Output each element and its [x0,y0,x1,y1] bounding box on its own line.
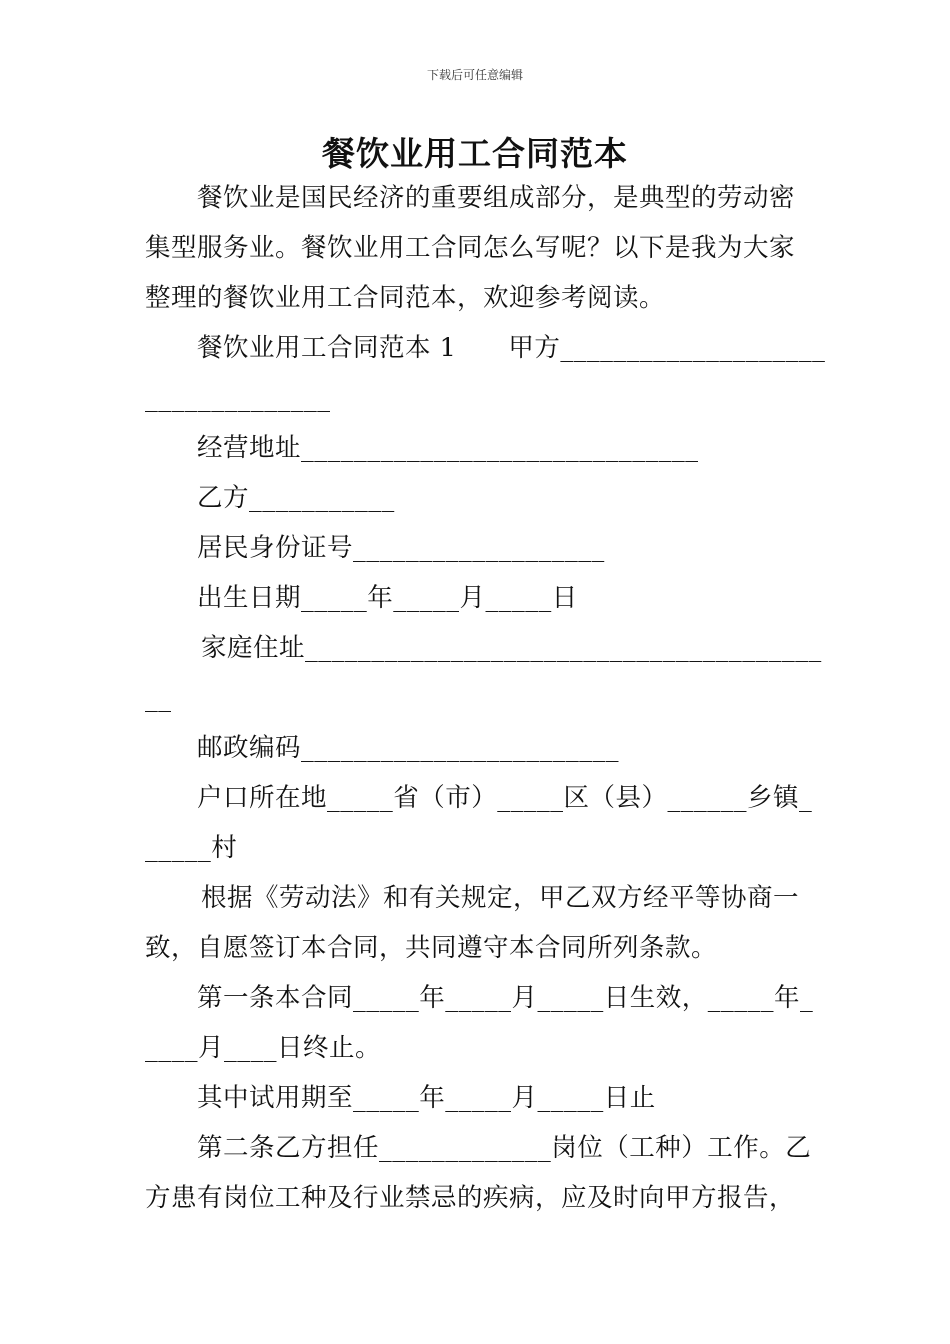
document-title: 餐饮业用工合同范本 [322,134,628,173]
paragraph-line: 集型服务业。餐饮业用工合同怎么写呢？以下是我为大家 [145,233,796,263]
paragraph-line: 邮政编码________________________ [197,733,620,763]
paragraph-line: 乙方___________ [197,483,395,513]
page-header: 下载后可任意编辑 [426,68,523,82]
paragraph-line: ______________ [145,383,331,413]
paragraph-line: 根据《劳动法》和有关规定，甲乙双方经平等协商一 [201,883,800,913]
paragraph-line: 第二条乙方担任_____________岗位（工种）工作。乙 [197,1133,812,1163]
paragraph-line: 居民身份证号___________________ [197,533,605,563]
paragraph-line: 第一条本合同_____年_____月_____日生效，_____年_ [197,983,814,1013]
paragraph-line: _____村 [145,833,238,863]
paragraph-line: 家庭住址_______________________________________ [201,633,822,663]
paragraph-line: 餐饮业是国民经济的重要组成部分，是典型的劳动密 [197,183,796,213]
paragraph-line: 整理的餐饮业用工合同范本，欢迎参考阅读。 [145,283,666,313]
paragraph-line: 餐饮业用工合同范本 1 甲方____________________ [197,333,826,363]
paragraph-line: 经营地址______________________________ [197,433,699,463]
paragraph-line: 致，自愿签订本合同，共同遵守本合同所列条款。 [145,933,718,963]
paragraph-line: 方患有岗位工种及行业禁忌的疾病，应及时向甲方报告， [145,1183,796,1213]
paragraph-line: 户口所在地_____省（市）_____区（县）______乡镇_ [197,783,813,813]
paragraph-line: 其中试用期至_____年_____月_____日止 [197,1083,656,1113]
paragraph-line: 出生日期_____年_____月_____日 [197,583,578,613]
paragraph-line: ____月____日终止。 [145,1033,382,1063]
paragraph-line: __ [145,683,172,713]
